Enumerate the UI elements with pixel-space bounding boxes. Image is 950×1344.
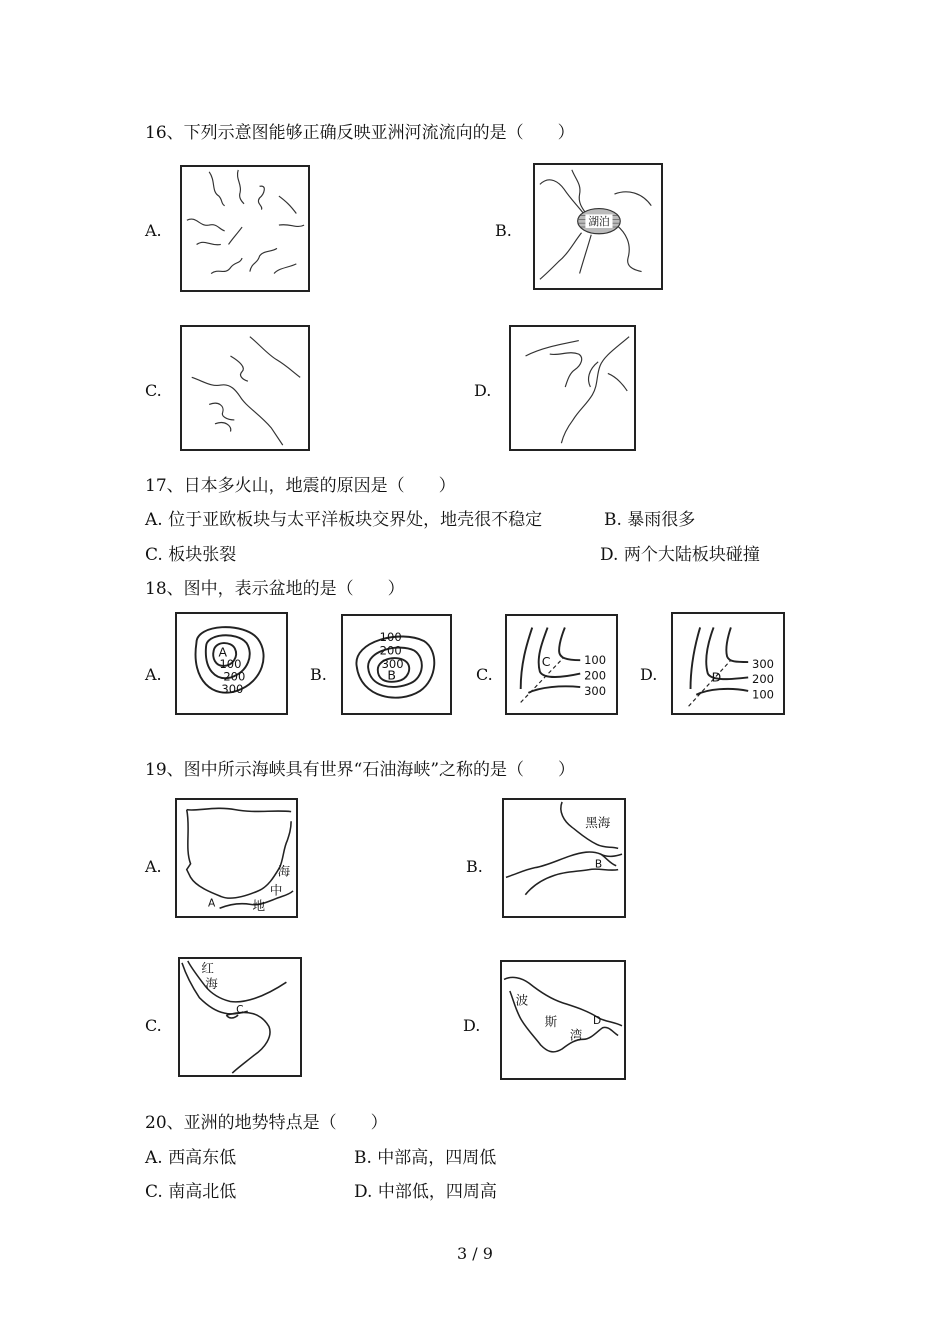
q18-option-c-label: C. [476,665,493,684]
lake-label: 湖泊 [588,215,610,229]
contour-label-200: 200 [752,672,775,687]
q19-option-c-label: C. [145,1016,162,1035]
contour-diagram-d [673,614,783,713]
q16-option-b-label: B. [495,221,512,240]
contour-label-200: 200 [223,669,246,684]
q20-question: 20、亚洲的地势特点是（ ） [145,1113,388,1133]
point-b-label: B [594,857,603,871]
q18-diagram-b [341,614,452,715]
contour-label-300: 300 [221,681,244,696]
black-sea-label: 黑海 [585,815,611,831]
q17-option-d: D. 两个大陆板块碰撞 [600,545,760,565]
q16-map-a [180,165,310,292]
contour-label-200: 200 [584,668,607,683]
sea-char-hai: 海 [205,976,218,991]
contour-diagram-c [507,616,616,713]
q16-option-c-label: C. [145,381,162,400]
q16-option-d-label: D. [474,381,492,400]
strait-of-hormuz-map [502,962,624,1078]
point-a-label: A [218,644,228,660]
contour-diagram-b [343,616,450,713]
gulf-char-wan: 湾 [569,1027,583,1043]
point-c-label: C [236,1003,244,1017]
q17-option-c: C. 板块张裂 [145,545,237,565]
q19-map-b [502,798,626,918]
rivers-flowing-southwest-figure [511,327,634,449]
q18-diagram-d [671,612,785,715]
bosporus-strait-map [504,800,624,916]
sea-char-hai: 海 [277,863,291,879]
q18-question: 18、图中，表示盆地的是（ ） [145,579,405,599]
q19-map-d [500,960,626,1080]
q18-option-d-label: D. [640,665,658,684]
q19-map-a [175,798,298,918]
contour-label-300: 300 [584,683,607,698]
sea-char-di: 地 [252,898,265,914]
q17-question: 17、日本多火山，地震的原因是（ ） [145,476,456,496]
bab-el-mandeb-strait-map [180,959,300,1075]
point-b-label: B [387,667,396,683]
q16-question: 16、下列示意图能够正确反映亚洲河流流向的是（ ） [145,123,575,143]
contour-label-200: 200 [379,643,402,658]
q20-option-a: A. 西高东低 [145,1148,237,1168]
contour-label-100: 100 [584,653,607,668]
q18-option-a-label: A. [145,665,162,684]
q17-option-b: B. 暴雨很多 [604,510,696,530]
point-d-label: D [592,1013,602,1027]
q19-option-d-label: D. [463,1016,481,1035]
point-c-label: C [541,653,551,669]
q18-option-b-label: B. [310,665,327,684]
gulf-char-si: 斯 [544,1013,558,1029]
contour-diagram-a [177,614,286,713]
q17-option-a: A. 位于亚欧板块与太平洋板块交界处，地壳很不稳定 [145,510,543,530]
sea-char-hong: 红 [201,960,214,976]
q19-question: 19、图中所示海峡具有世界“石油海峡”之称的是（ ） [145,760,576,780]
point-a-label: A [207,896,216,910]
contour-label-300: 300 [381,656,404,671]
strait-of-gibraltar-map [177,800,296,916]
q16-option-a-label: A. [145,221,162,240]
rivers-radiating-outward-figure [182,167,308,290]
q20-option-b: B. 中部高，四周低 [354,1148,497,1168]
q19-option-a-label: A. [145,857,162,876]
q20-option-d: D. 中部低，四周高 [354,1182,497,1202]
sea-char-zhong: 中 [269,882,283,898]
q16-map-d [509,325,636,451]
contour-label-300: 300 [752,656,775,671]
q20-option-c: C. 南高北低 [145,1182,237,1202]
point-d-label: D [711,669,722,685]
rivers-into-lake-figure [535,165,661,288]
q16-map-b [533,163,663,290]
q19-map-c [178,957,302,1077]
q16-map-c [180,325,310,451]
contour-label-100: 100 [379,629,402,644]
q19-option-b-label: B. [466,857,483,876]
contour-label-100: 100 [219,656,242,671]
page-number: 3 / 9 [457,1244,493,1263]
q18-diagram-c [505,614,618,715]
q18-diagram-a [175,612,288,715]
gulf-char-bo: 波 [515,992,529,1008]
rivers-flowing-southeast-figure [182,327,308,449]
contour-label-100: 100 [752,687,775,702]
